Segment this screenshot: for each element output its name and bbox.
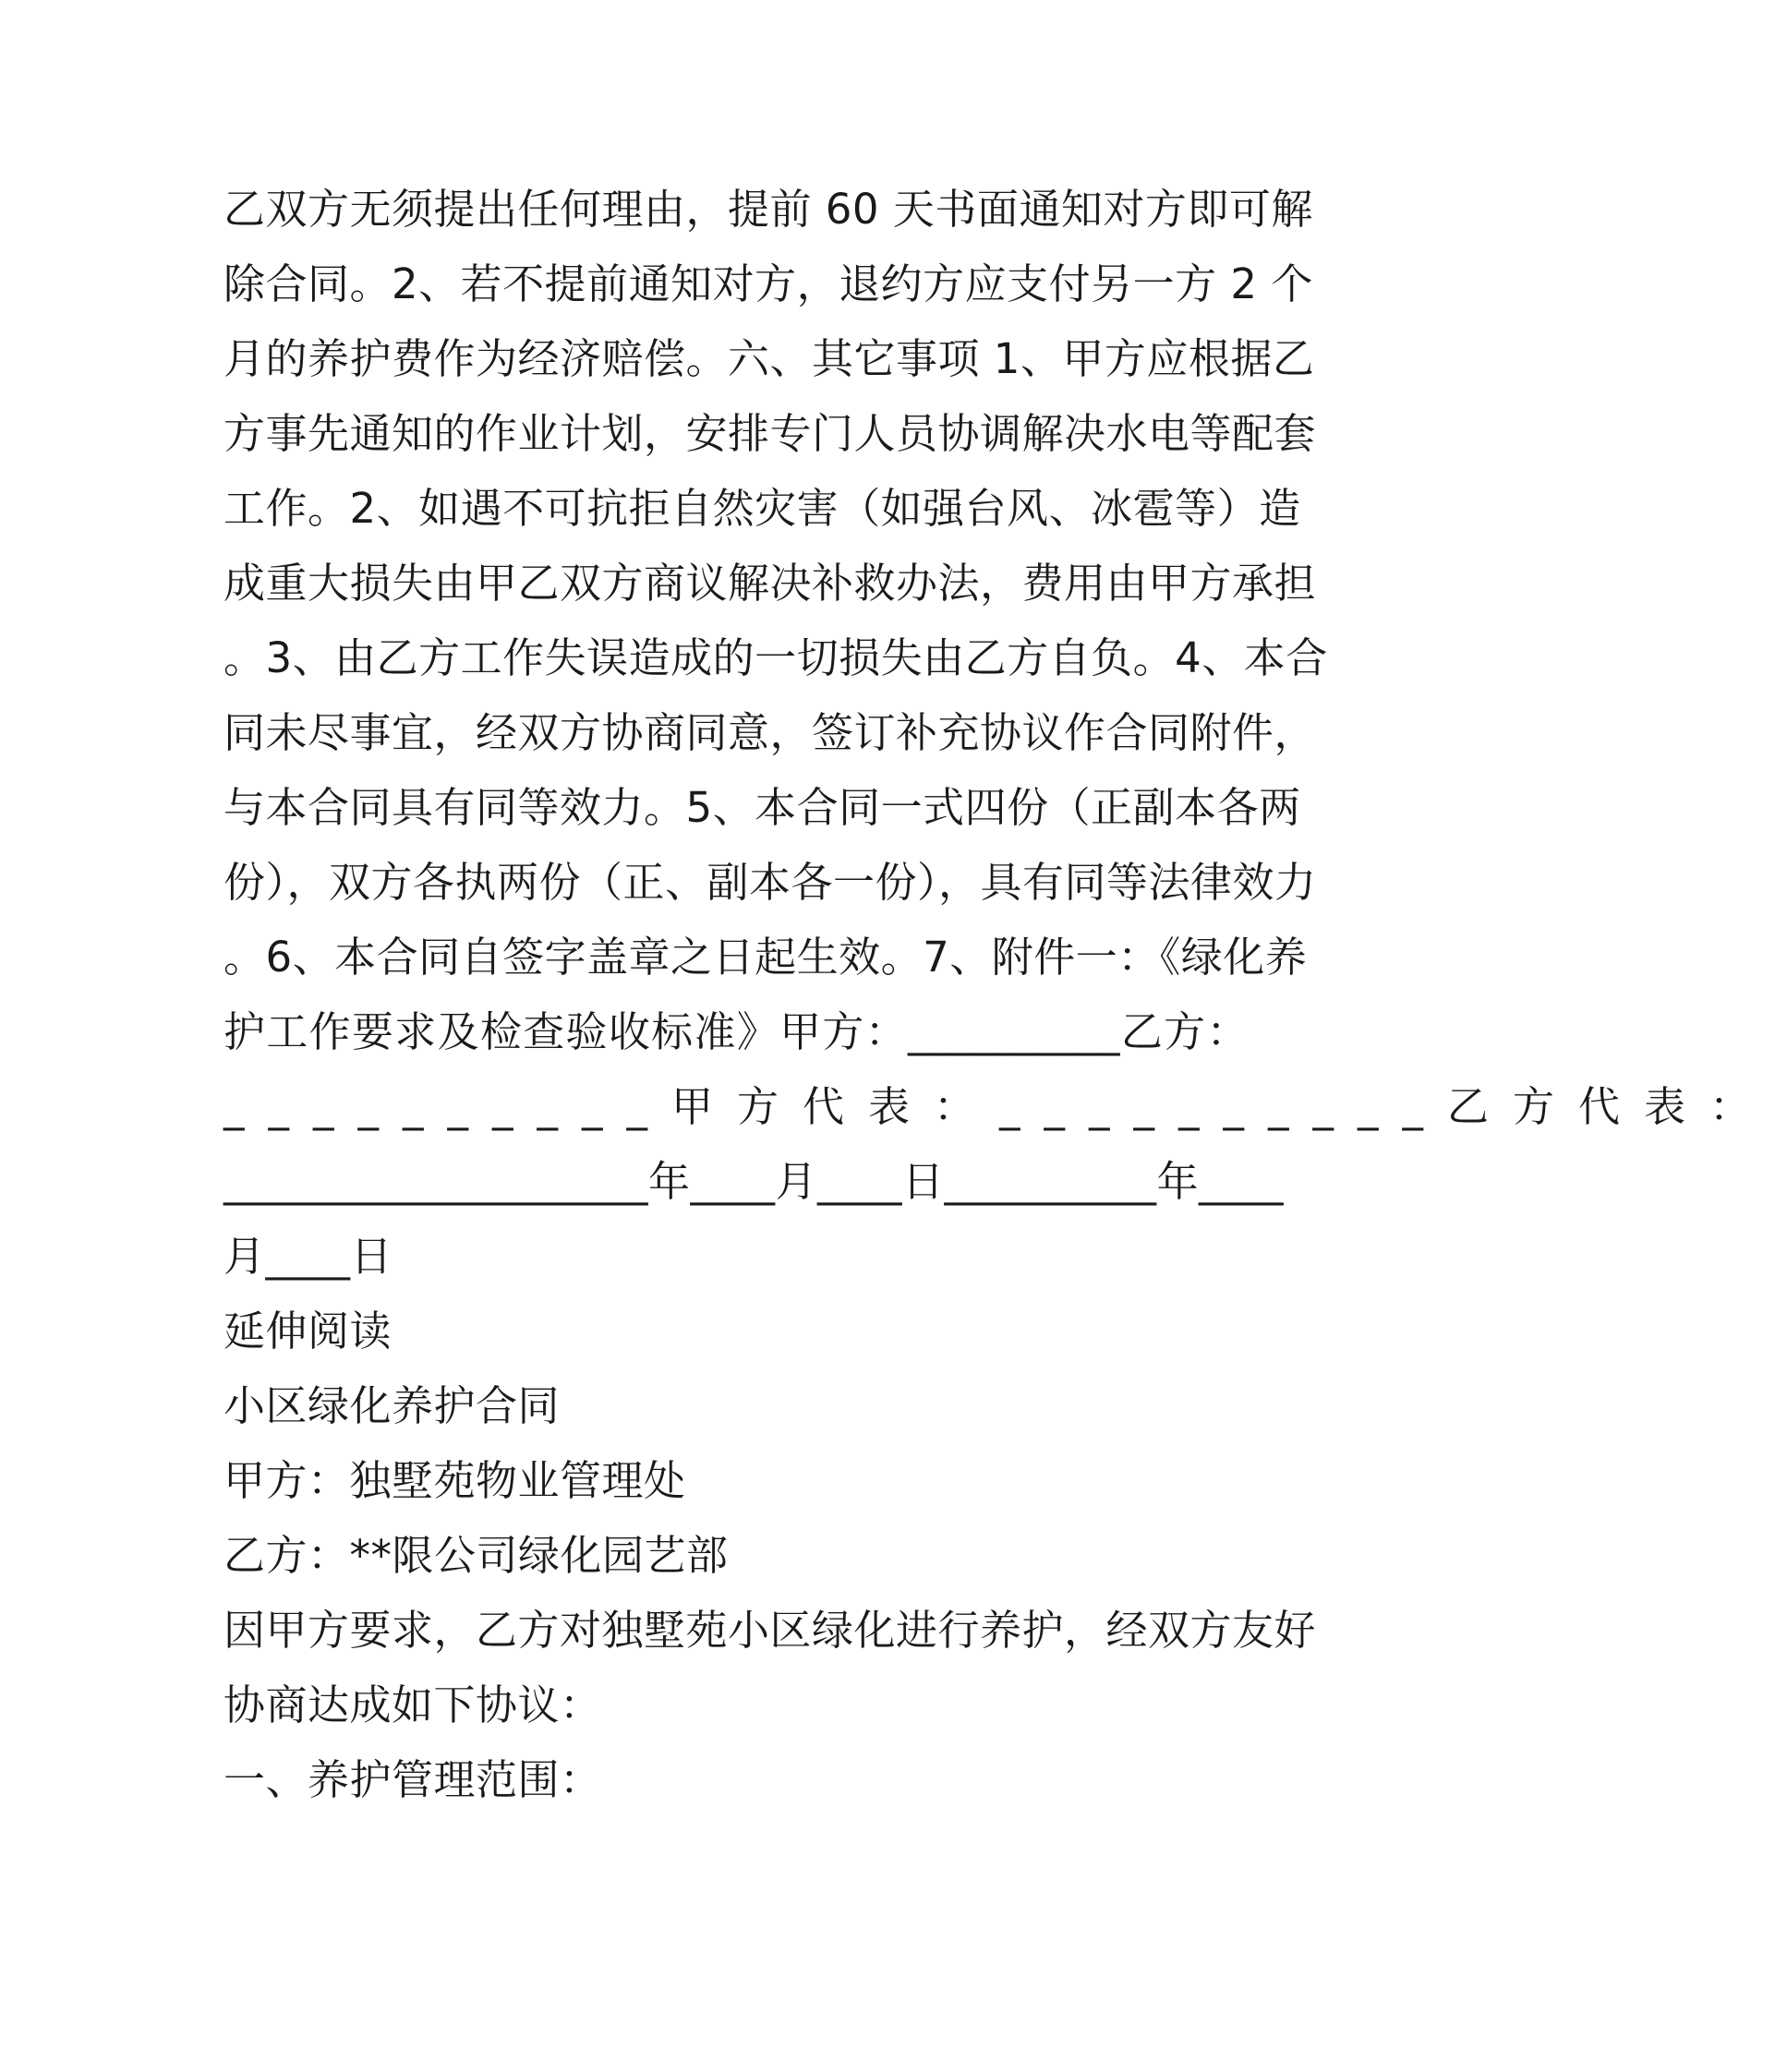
signature-line-date: ____________________年____月____日__________年____ xyxy=(223,1157,1285,1206)
signature-line-party: 护工作要求及检查验收标准》甲方：__________乙方： xyxy=(223,1007,1249,1056)
paragraph-line: 份），双方各执两份（正、副本各一份），具有同等法律效力 xyxy=(223,858,1317,907)
paragraph-line: 除合同。2、若不提前通知对方，退约方应支付另一方 2 个 xyxy=(223,259,1313,308)
paragraph-line: 乙双方无须提出任何理由，提前 60 天书面通知对方即可解 xyxy=(223,185,1313,234)
extended-reading-label: 延伸阅读 xyxy=(223,1307,392,1355)
party-b: 乙方：**限公司绿化园艺部 xyxy=(223,1531,729,1580)
signature-line-representative: __________甲方代表：__________乙方代表： xyxy=(223,1082,1775,1131)
paragraph-line: 成重大损失由甲乙双方商议解决补救办法，费用由甲方承担 xyxy=(223,559,1317,608)
paragraph-line: 。6、本合同自签字盖章之日起生效。7、附件一：《绿化养 xyxy=(223,933,1308,982)
intro-line: 协商达成如下协议： xyxy=(223,1680,602,1729)
paragraph-line: 方事先通知的作业计划，安排专门人员协调解决水电等配套 xyxy=(223,409,1317,458)
party-a: 甲方：独墅苑物业管理处 xyxy=(223,1456,686,1505)
paragraph-line: 。3、由乙方工作失误造成的一切损失由乙方自负。4、本合 xyxy=(223,633,1328,682)
extended-title: 小区绿化养护合同 xyxy=(223,1381,561,1430)
signature-line-date-end: 月____日 xyxy=(223,1232,393,1281)
paragraph-line: 月的养护费作为经济赔偿。六、其它事项 1、甲方应根据乙 xyxy=(223,334,1315,383)
intro-line: 因甲方要求，乙方对独墅苑小区绿化进行养护，经双方友好 xyxy=(223,1606,1317,1655)
section-heading: 一、养护管理范围： xyxy=(223,1755,602,1804)
paragraph-line: 同未尽事宜，经双方协商同意，签订补充协议作合同附件， xyxy=(223,708,1317,757)
paragraph-line: 与本合同具有同等效力。5、本合同一式四份（正副本各两 xyxy=(223,783,1301,832)
paragraph-line: 工作。2、如遇不可抗拒自然灾害（如强台风、冰雹等）造 xyxy=(223,484,1301,533)
